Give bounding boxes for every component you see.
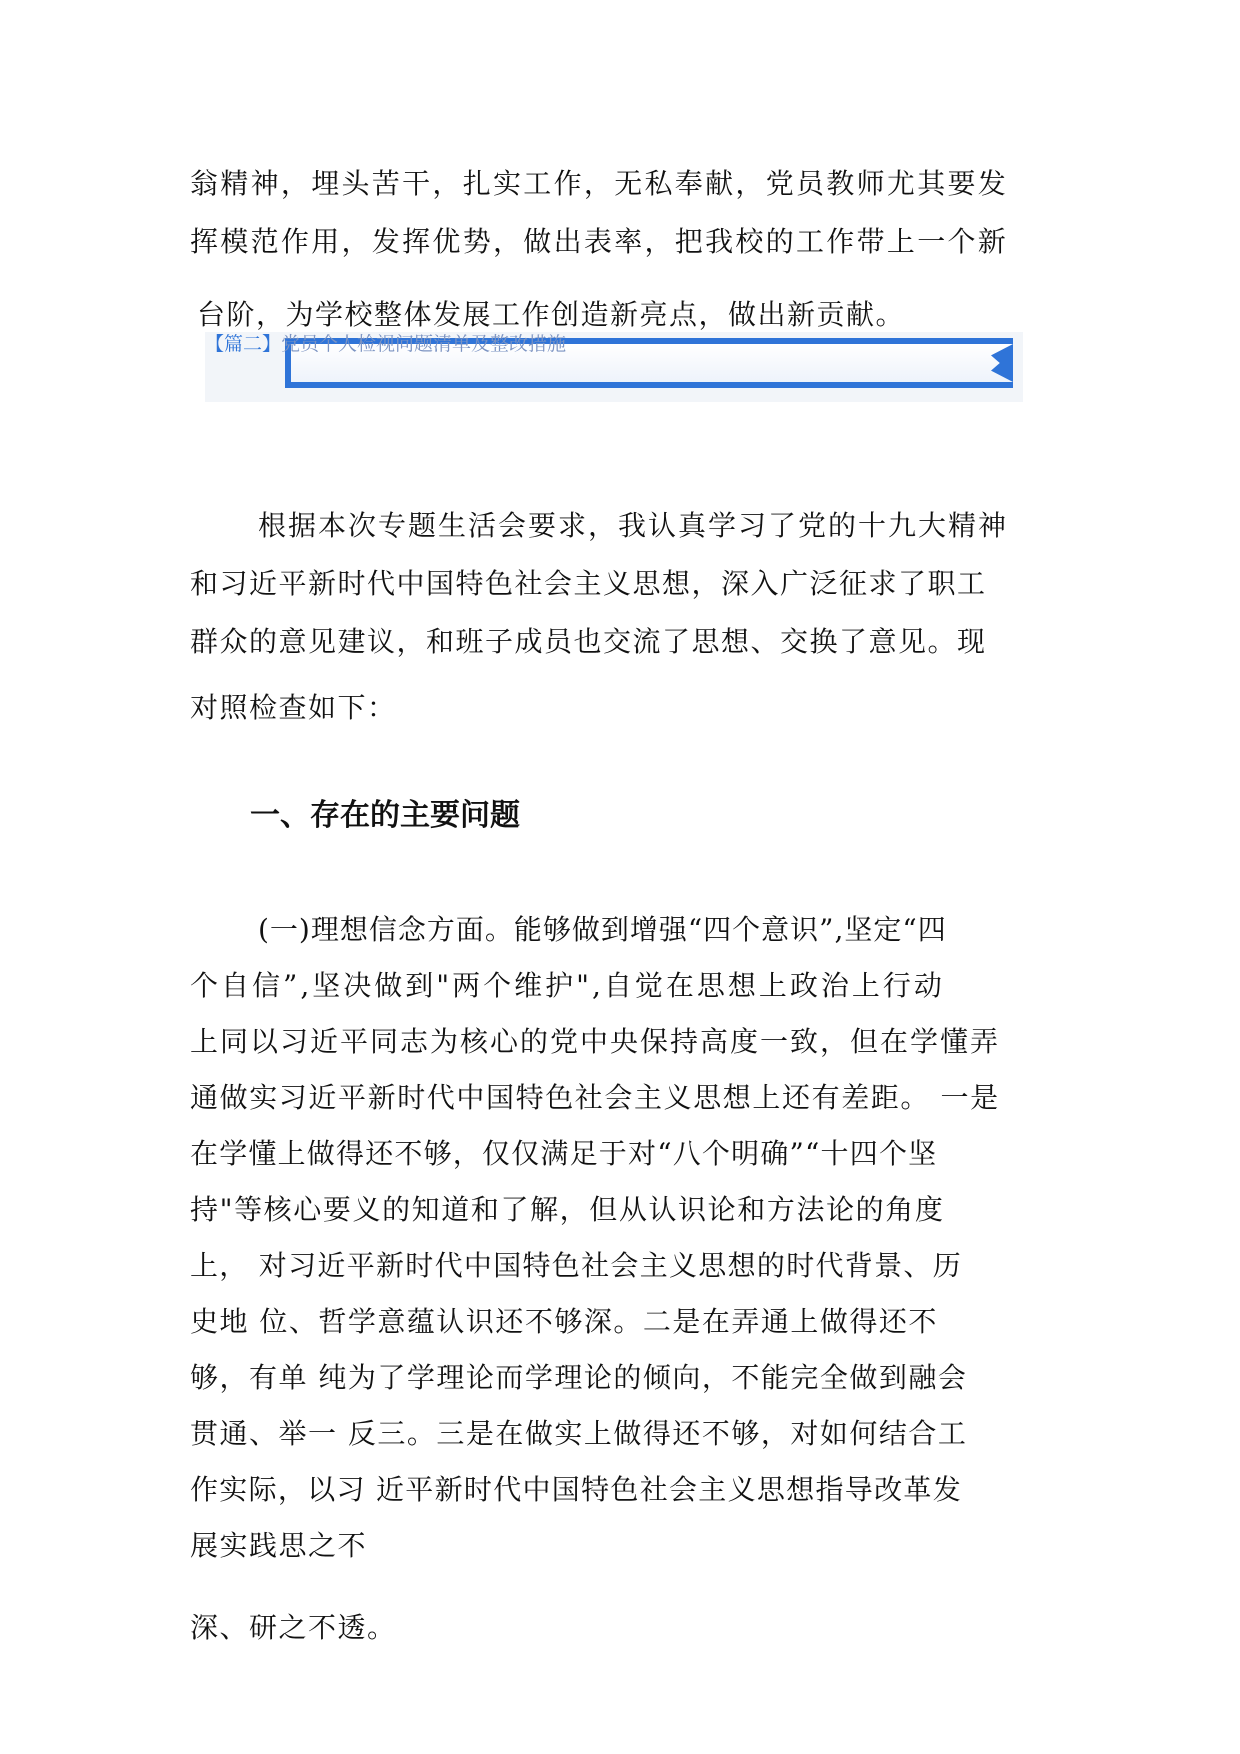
banner-notch <box>991 344 1013 382</box>
intro-line-3: 台阶，为学校整体发展工作创造新亮点，做出新贡献。 <box>197 298 906 331</box>
para1-line-2: 和习近平新时代中国特色社会主义思想，深入广泛征求了职工 <box>190 567 987 600</box>
para2-line-1: (一)理想信念方面。能够做到增强“四个意识”,坚定“四 <box>258 913 947 946</box>
para2-line-4: 通做实习近平新时代中国特色社会主义思想上还有差距。 一是 <box>190 1081 1000 1114</box>
para2-line-2: 个自信”,坚决做到"两个维护",自觉在思想上政治上行动 <box>190 969 945 1002</box>
closing-line: 深、研之不透。 <box>190 1611 397 1644</box>
para2-line-7: 上， 对习近平新时代中国特色社会主义思想的时代背景、历 <box>190 1249 963 1282</box>
banner-tag: 【篇二】 <box>205 333 282 355</box>
para2-line-9: 够，有单 纯为了学理论而学理论的倾向，不能完全做到融会 <box>190 1361 968 1394</box>
para2-line-8: 史地 位、哲学意蕴认识还不够深。二是在弄通上做得还不 <box>190 1305 938 1338</box>
intro-line-1: 翁精神，埋头苦干，扎实工作，无私奉献，党员教师尤其要发 <box>190 167 1009 200</box>
section-banner <box>205 332 1023 402</box>
section-heading: 一、存在的主要问题 <box>250 798 520 833</box>
para1-line-1: 根据本次专题生活会要求，我认真学习了党的十九大精神 <box>258 509 1009 542</box>
para2-line-12: 展实践思之不 <box>190 1529 368 1562</box>
para2-line-5: 在学懂上做得还不够，仅仅满足于对“八个明确”“十四个坚 <box>190 1137 938 1170</box>
para1-line-3: 群众的意见建议，和班子成员也交流了思想、交换了意见。现 <box>190 625 987 658</box>
para2-line-10: 贯通、举一 反三。三是在做实上做得还不够，对如何结合工 <box>190 1417 968 1450</box>
para2-line-11: 作实际，以习 近平新时代中国特色社会主义思想指导改革发 <box>190 1473 963 1506</box>
banner-caption <box>205 332 566 356</box>
para2-line-3: 上同以习近平同志为核心的党中央保持高度一致，但在学懂弄 <box>190 1025 1001 1058</box>
banner-title: 党员个人检视问题清单及整改措施 <box>281 333 567 355</box>
para1-line-4: 对照检查如下： <box>190 691 397 724</box>
intro-line-2: 挥模范作用，发挥优势，做出表率，把我校的工作带上一个新 <box>190 225 1009 258</box>
para2-line-6: 持"等核心要义的知道和了解，但从认识论和方法论的角度 <box>190 1193 945 1226</box>
